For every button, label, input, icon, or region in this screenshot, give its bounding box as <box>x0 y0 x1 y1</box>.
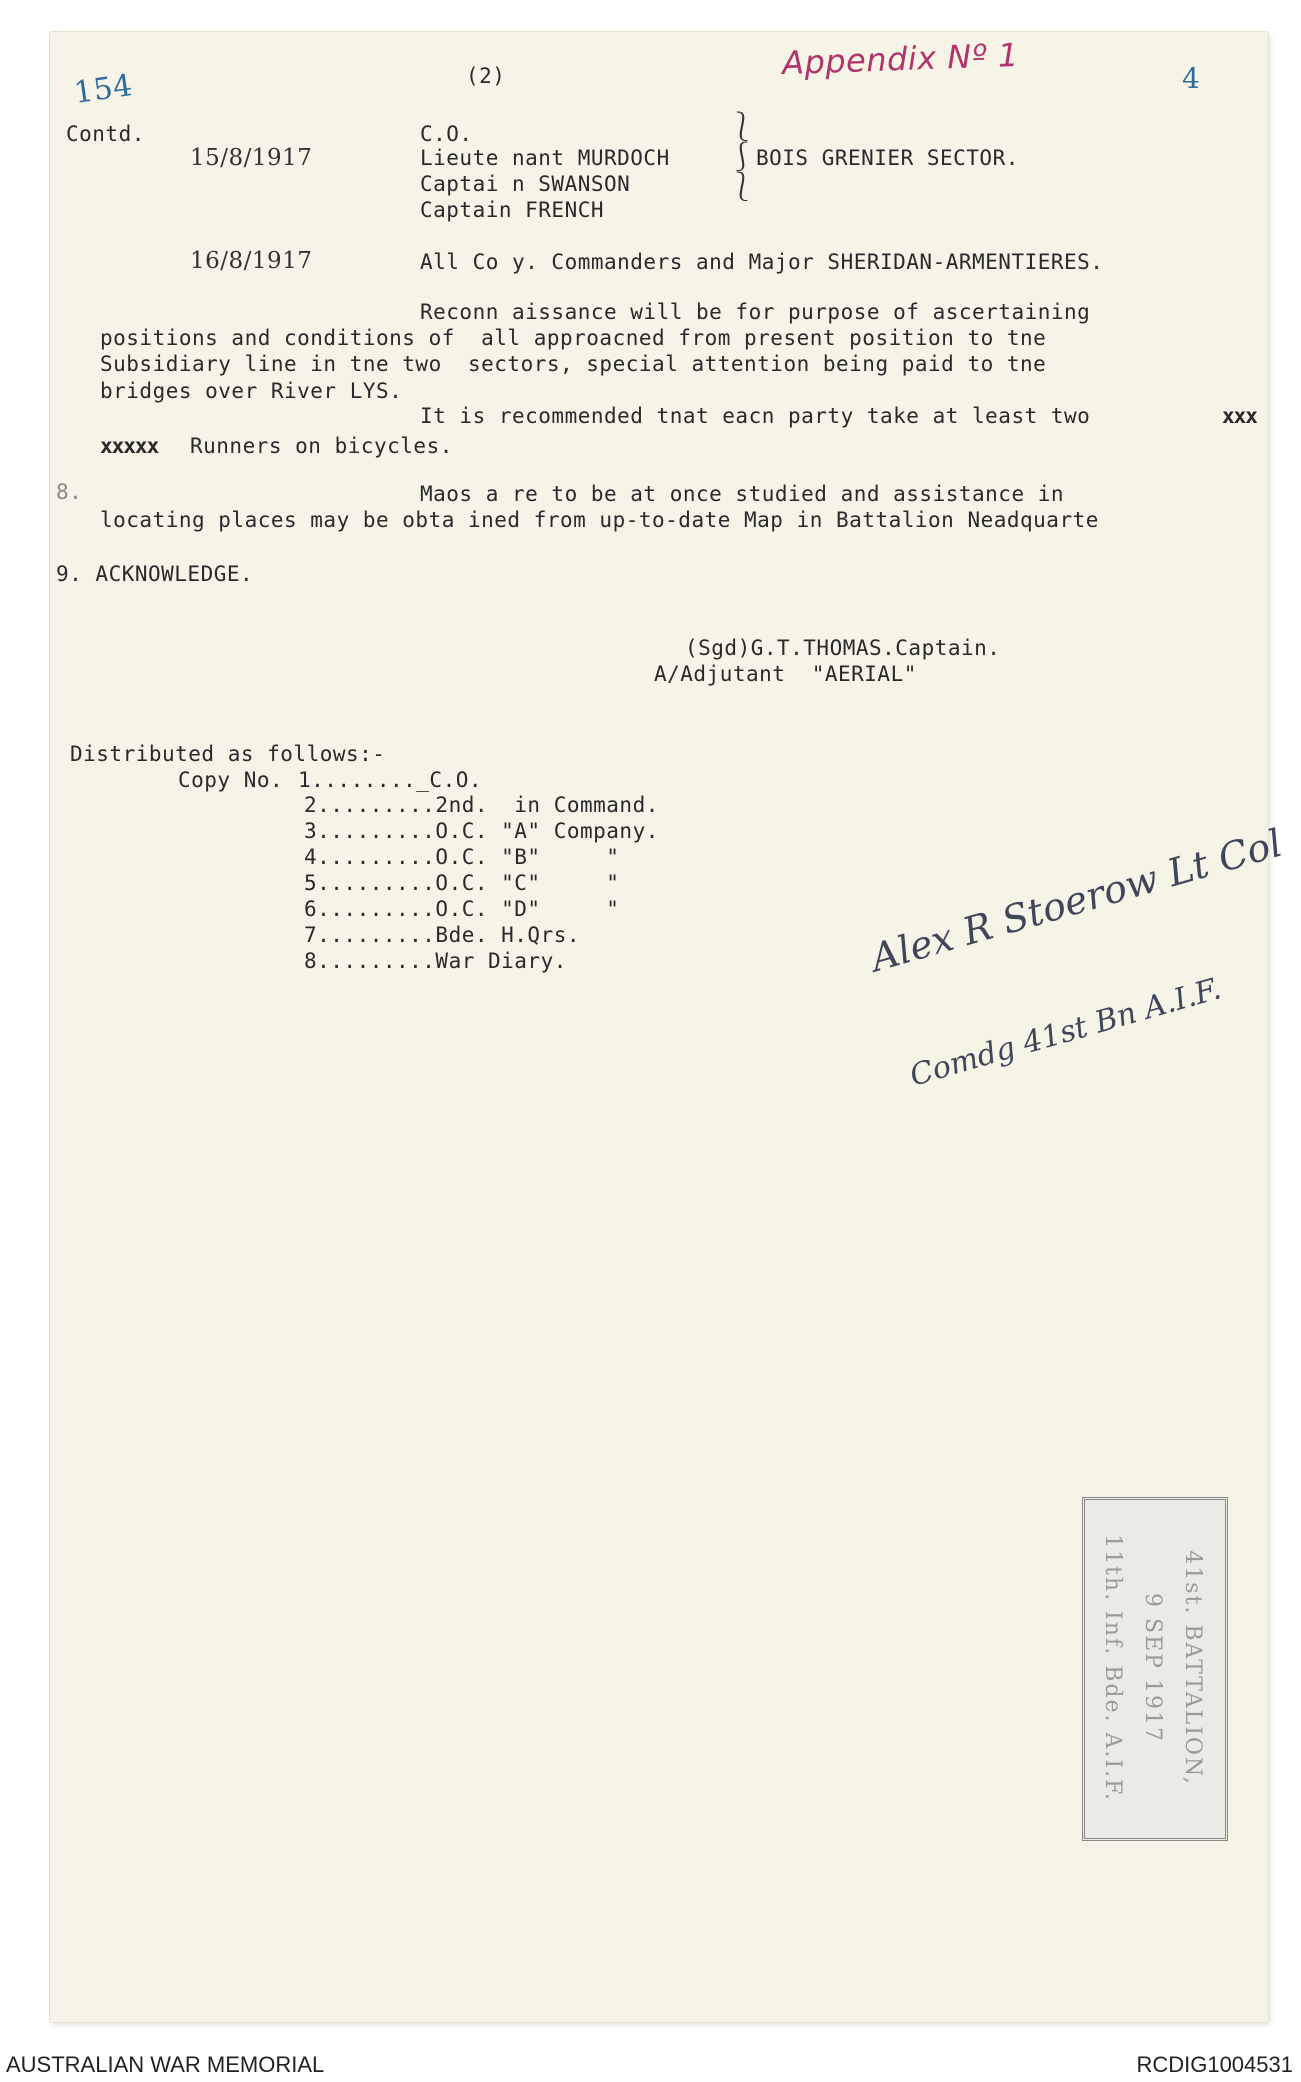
distribution-item: 8.........War Diary. <box>304 949 567 973</box>
signature-name: (Sgd)G.T.THOMAS.Captain. <box>685 636 1001 660</box>
entry-date: 16/8/1917 <box>190 248 313 274</box>
distribution-heading: Distributed as follows:- <box>70 742 386 766</box>
distribution-item: 4.........O.C. "B" " <box>304 845 620 869</box>
handwritten-signature: Alex R Stoerow Lt Col <box>866 820 1287 981</box>
paragraph-line: Runners on bicycles. <box>190 434 453 458</box>
paragraph-line: It is recommended tnat eacn party take at least two <box>420 404 1091 428</box>
paragraph-line: positions and conditions of all approacned from present position to tne <box>100 326 1047 350</box>
handwritten-folio-number: 154 <box>71 68 135 111</box>
footer-source: AUSTRALIAN WAR MEMORIAL <box>6 2052 325 2077</box>
brace-glyph: ⎱ ⎰ ⎱ <box>728 110 757 203</box>
signature-title: A/Adjutant "AERIAL" <box>654 662 917 686</box>
paragraph-line: Maos a re to be at once studied and assistance in <box>420 482 1065 506</box>
paragraph-line: Subsidiary line in tne two sectors, special attention being paid to tne <box>100 352 1047 376</box>
stamp-text: 41st. BATTALION, 9 SEP 1917 11th. Inf. Bde. A.I.F. <box>1100 1534 1205 1802</box>
entry-date: 15/8/1917 <box>190 145 313 171</box>
entry-line: C.O. <box>420 122 473 146</box>
distribution-item: 5.........O.C. "C" " <box>304 871 620 895</box>
paragraph-line: locating places may be obta ined from up-to-date Map in Battalion Neadquarte <box>100 508 1099 532</box>
handwritten-command: Comdg 41st Bn A.I.F. <box>906 971 1225 1094</box>
entry-line: Lieute nant MURDOCH <box>420 146 670 170</box>
appendix-label: Appendix Nº 1 <box>781 35 1020 83</box>
distribution-item: 2.........2nd. in Command. <box>304 793 659 817</box>
entry-text: All Co y. Commanders and Major SHERIDAN-ARMENTIERES. <box>420 250 1104 274</box>
page-corner-number: 4 <box>1182 62 1201 95</box>
entry-line: Captai n SWANSON <box>420 172 631 196</box>
page-label: (2) <box>466 64 506 88</box>
paragraph-line: Reconn aissance will be for purpose of ascertaining <box>420 300 1091 324</box>
struck-out-text: xxx <box>1222 404 1257 428</box>
paragraph-number: 8. <box>56 480 83 504</box>
copy-label: Copy No. <box>178 768 284 792</box>
footer-id: RCDIG1004531 <box>1136 2052 1293 2077</box>
paragraph-line: bridges over River LYS. <box>100 379 403 403</box>
acknowledge-line: 9. ACKNOWLEDGE. <box>56 562 254 586</box>
sector-name: BOIS GRENIER SECTOR. <box>756 146 1019 170</box>
distribution-item: 1........_C.O. <box>298 768 483 792</box>
struck-out-text: xxxxx <box>100 434 159 458</box>
distribution-item: 6.........O.C. "D" " <box>304 897 620 921</box>
distribution-item: 3.........O.C. "A" Company. <box>304 819 659 843</box>
entry-line: Captain FRENCH <box>420 198 605 222</box>
distribution-item: 7.........Bde. H.Qrs. <box>304 923 581 947</box>
contd-label: Contd. <box>66 122 145 146</box>
